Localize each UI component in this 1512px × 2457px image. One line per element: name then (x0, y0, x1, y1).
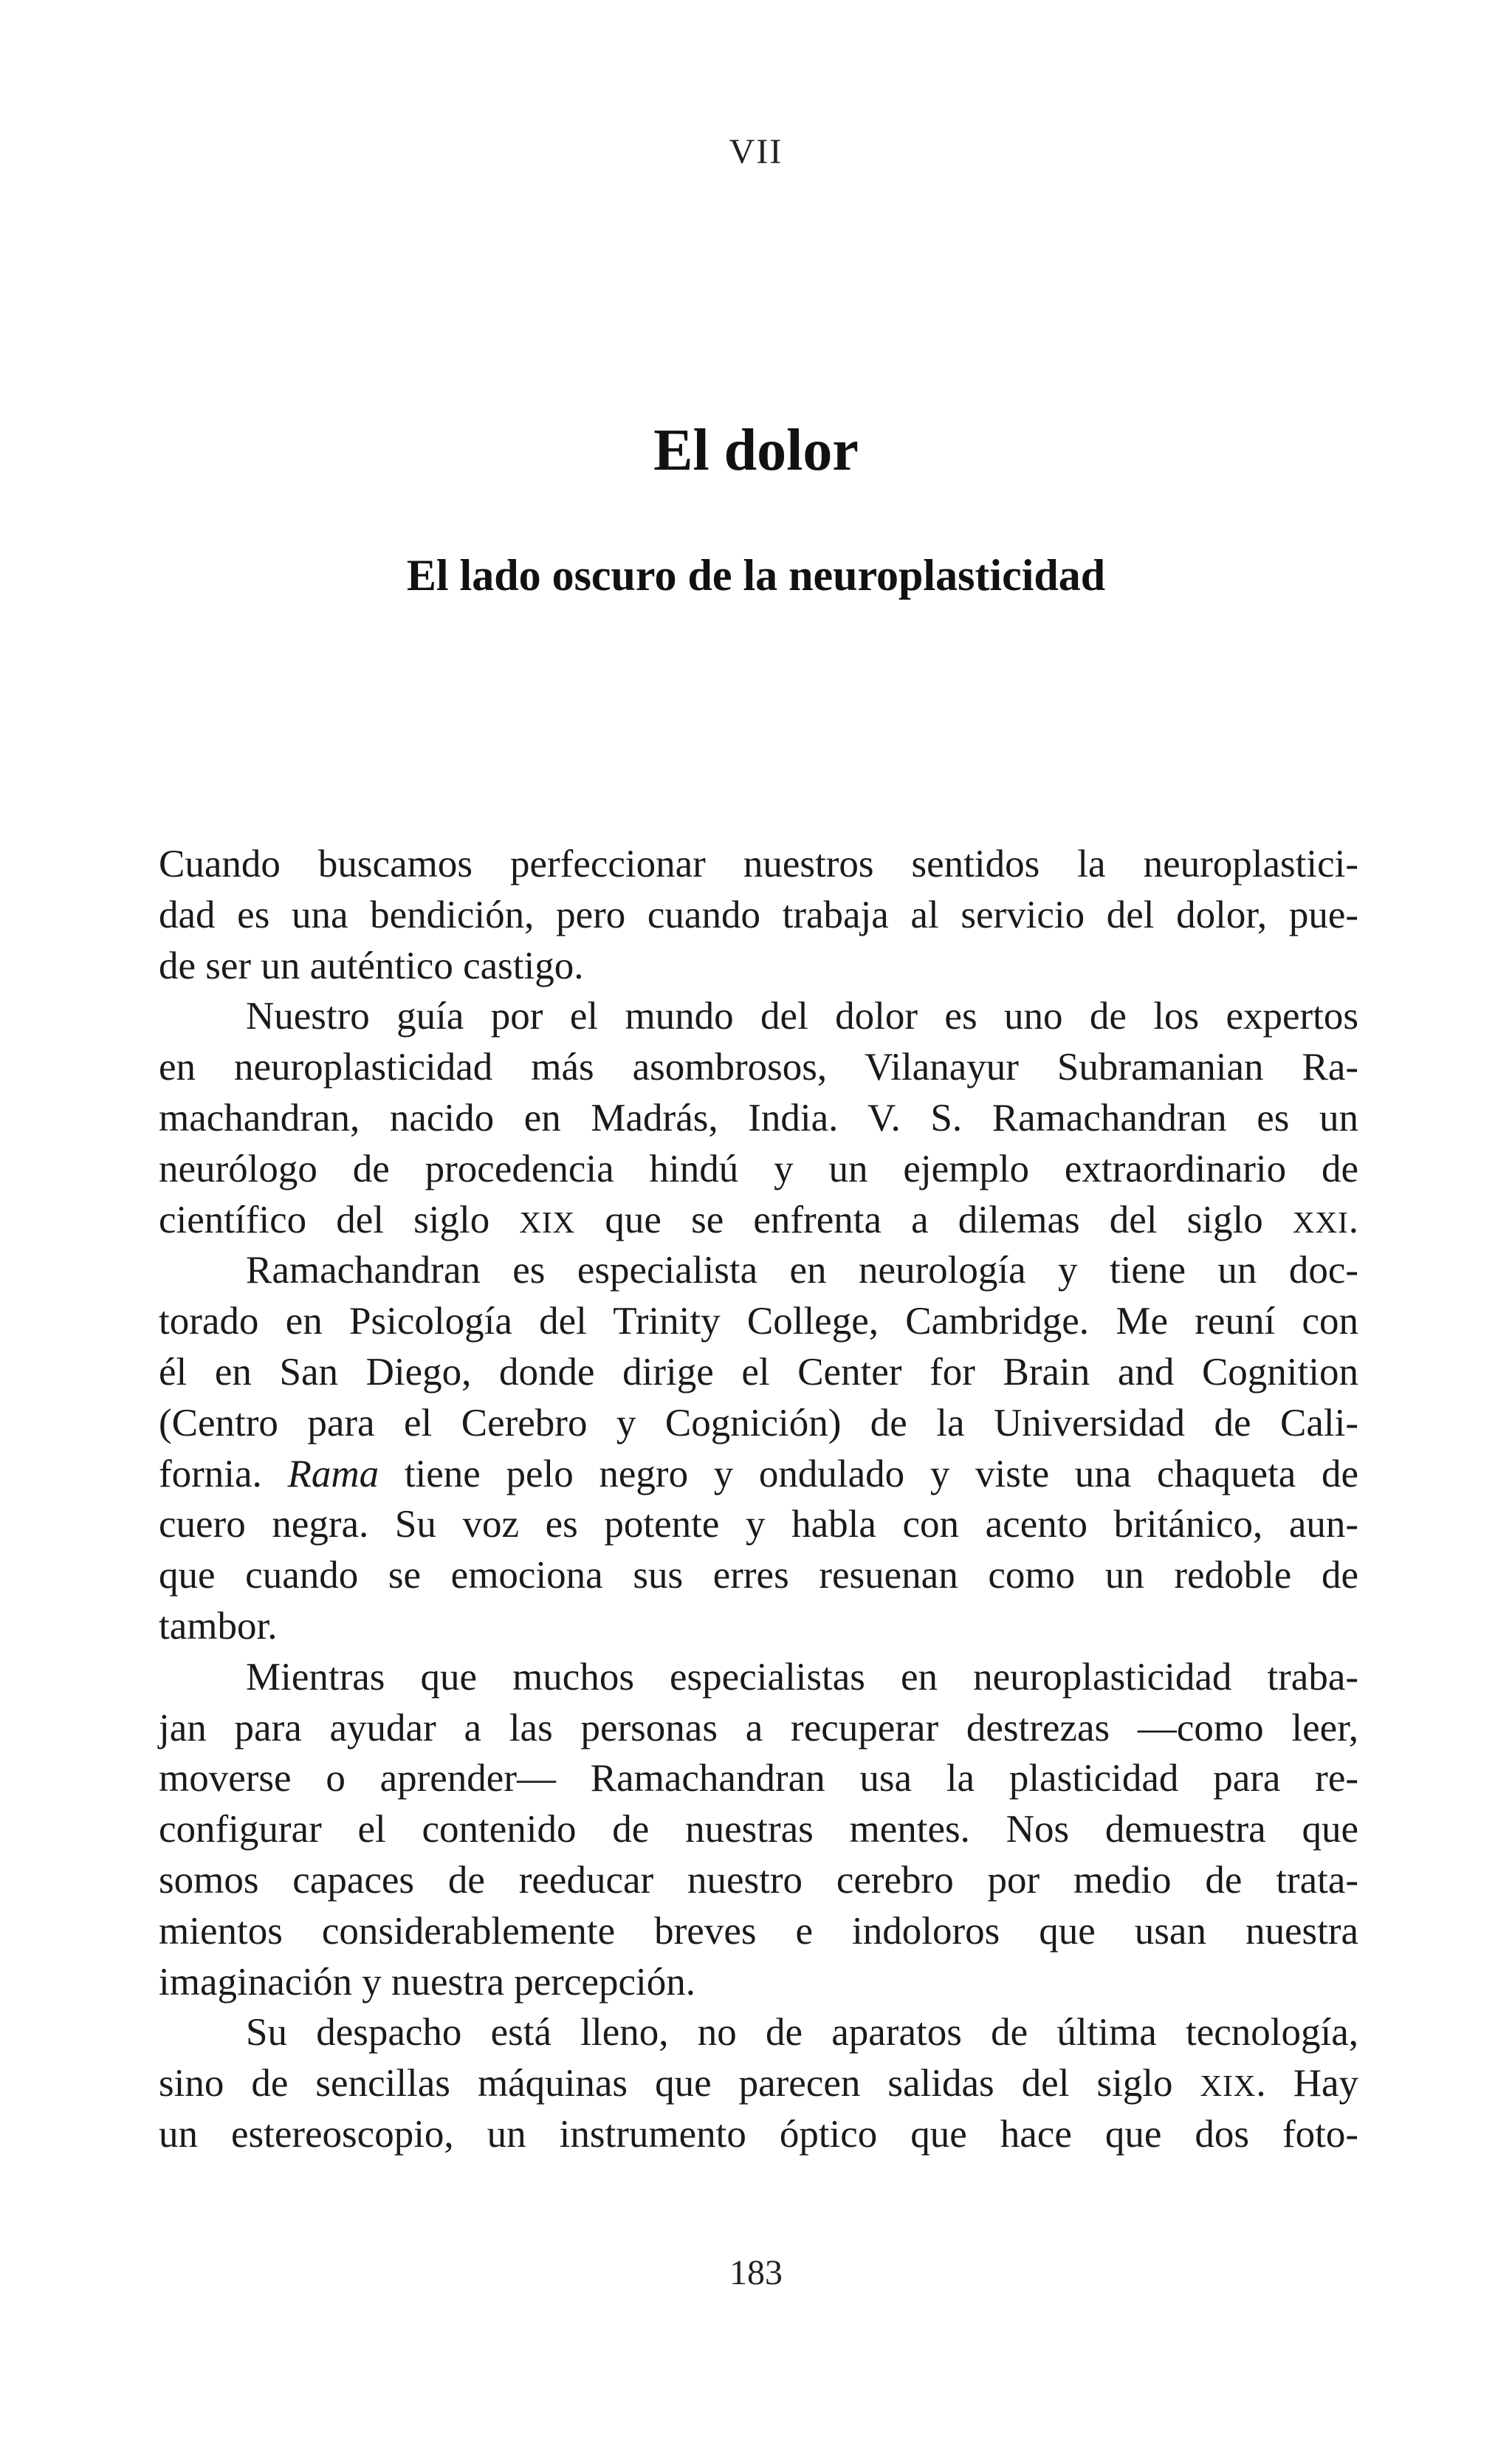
page-number: 183 (729, 2253, 783, 2292)
text-line: Ramachandran es especialista en neurología y tiene un doc- (246, 1249, 1358, 1292)
text-line: en neuroplasticidad más asombrosos, Vilanayur Subramanian Ra- (159, 1046, 1358, 1089)
text-fragment: . (1348, 1198, 1359, 1241)
text-fragment: . Hay (1256, 2062, 1358, 2105)
text-line: (Centro para el Cerebro y Cognición) de la Universidad de Cali- (159, 1401, 1358, 1445)
chapter-number: VII (729, 132, 783, 171)
text-line: cuero negra. Su voz es potente y habla con acento británico, aun- (159, 1503, 1358, 1546)
text-line: Cuando buscamos perfeccionar nuestros sentidos la neuroplastici- (159, 843, 1358, 885)
text-line: Mientras que muchos especialistas en neuroplasticidad traba- (246, 1655, 1358, 1699)
text-fragment: tiene pelo negro y ondulado y viste una chaqueta de (379, 1452, 1358, 1495)
text-fragment: fornia. (159, 1452, 288, 1495)
text-line: que cuando se emociona sus erres resuenan como un redoble de (159, 1554, 1358, 1597)
text-line: torado en Psicología del Trinity College, Cambridge. Me reuní con (159, 1300, 1358, 1343)
text-line: tambor. (159, 1604, 278, 1648)
small-caps-numeral: XIX (1200, 2069, 1257, 2103)
text-line: imaginación y nuestra percepción. (159, 1960, 695, 2004)
text-line: somos capaces de reeducar nuestro cerebro por medio de trata- (159, 1858, 1358, 1902)
text-line: un estereoscopio, un instrumento óptico que hace que dos foto- (159, 2112, 1358, 2156)
chapter-title: El dolor (653, 418, 859, 483)
text-line: de ser un auténtico castigo. (159, 944, 584, 987)
text-line: él en San Diego, donde dirige el Center for Brain and Cognition (159, 1350, 1358, 1394)
text-line: Nuestro guía por el mundo del dolor es uno de los expertos (246, 995, 1358, 1038)
text-fragment: científico del siglo (159, 1198, 520, 1241)
text-line: mientos considerablemente breves e indoloros que usan nuestra (159, 1909, 1358, 1953)
italic-name: Rama (287, 1452, 379, 1495)
text-line (159, 2058, 1358, 2109)
text-line: moverse o aprender— Ramachandran usa la plasticidad para re- (159, 1757, 1358, 1800)
small-caps-numeral: XXI (1292, 1204, 1349, 1239)
small-caps-numeral: XIX (519, 1204, 576, 1239)
text-line: machandran, nacido en Madrás, India. V. S. Ramachandran es un (159, 1096, 1358, 1140)
text-line: configurar el contenido de nuestras mentes. Nos demuestra que (159, 1808, 1358, 1851)
text-line: neurólogo de procedencia hindú y un ejemplo extraordinario de (159, 1147, 1358, 1190)
text-line: dad es una bendición, pero cuando trabaja al servicio del dolor, pue- (159, 893, 1358, 936)
text-fragment: sino de sencillas máquinas que parecen salidas del siglo (159, 2062, 1200, 2105)
chapter-subtitle: El lado oscuro de la neuroplasticidad (406, 551, 1106, 600)
text-line (159, 1195, 1358, 1246)
text-line: Su despacho está lleno, no de aparatos de última tecnología, (246, 2011, 1358, 2055)
text-line: jan para ayudar a las personas a recuperar destrezas —como leer, (159, 1706, 1358, 1750)
text-fragment: que se enfrenta a dilemas del siglo (575, 1198, 1293, 1241)
body-text (159, 839, 1358, 2160)
text-line (159, 1449, 1358, 1500)
